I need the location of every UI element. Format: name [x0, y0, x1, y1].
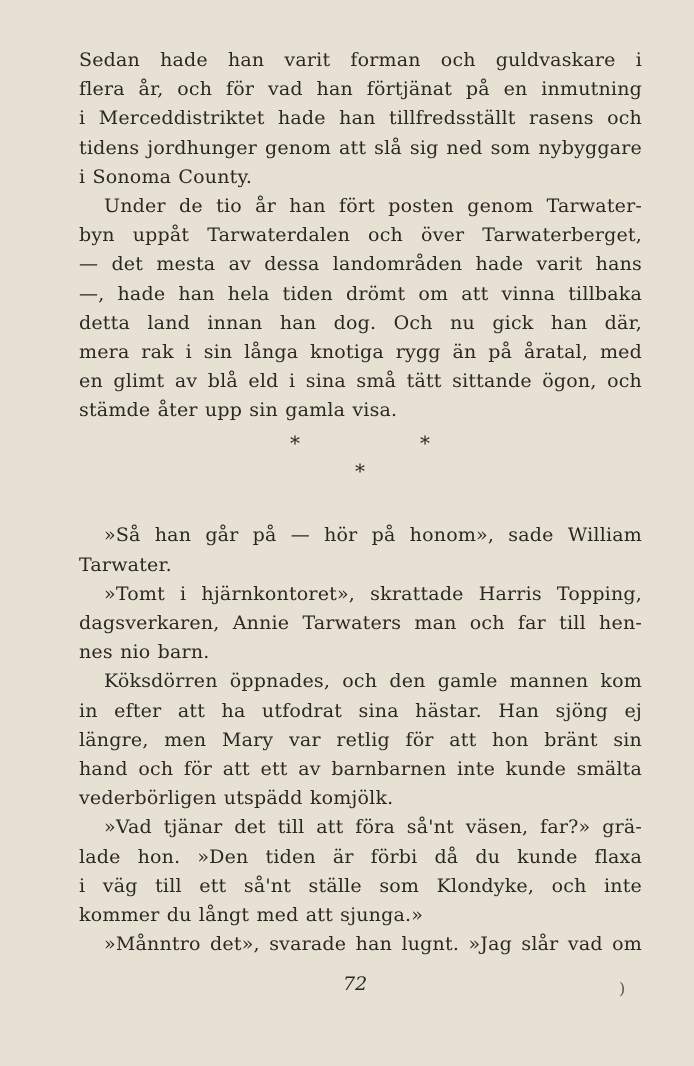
text-line: tidens jordhunger genom att slå sig ned som nybyggare: [79, 136, 642, 159]
text-line: stämde åter upp sin gamla visa.: [79, 399, 398, 422]
text-line: i Sonoma County.: [79, 165, 253, 188]
text-line: nes nio barn.: [79, 641, 210, 664]
text-line: »Så han går på — hör på honom», sade William: [104, 524, 642, 547]
text-line: byn uppåt Tarwaterdalen och över Tarwaterberget,: [79, 224, 642, 247]
text-line: —, hade han hela tiden drömt om att vinna tillbaka: [79, 282, 642, 305]
text-line: — det mesta av dessa landområden hade varit hans: [79, 253, 642, 276]
text-line: in efter att ha utfodrat sina hästar. Han sjöng ej: [79, 699, 642, 722]
page-number: 72: [343, 973, 368, 995]
asterisk: *: [420, 431, 430, 456]
text-line: kommer du långt med att sjunga.»: [79, 903, 424, 926]
text-line: Köksdörren öppnades, och den gamle mannen kom: [104, 670, 642, 693]
asterisk: *: [290, 431, 300, 456]
text-line: flera år, och för vad han förtjänat på en inmutning: [79, 78, 642, 101]
text-line: i väg till ett så'nt ställe som Klondyke, och inte: [79, 874, 642, 897]
section-break-asterisks: [79, 425, 642, 521]
asterisk: *: [355, 459, 365, 484]
margin-mark: ): [619, 979, 626, 998]
text-line: Tarwater.: [79, 553, 172, 576]
text-line: lade hon. »Den tiden är förbi då du kunde flaxa: [79, 845, 642, 868]
text-line: »Vad tjänar det till att föra så'nt väsen, far?» grä-: [104, 816, 642, 839]
text-line: dagsverkaren, Annie Tarwaters man och far till hen-: [79, 612, 642, 634]
text-line: »Månntro det», svarade han lugnt. »Jag slår vad om: [104, 933, 642, 956]
text-line: en glimt av blå eld i sina små tätt sittande ögon, och: [79, 370, 642, 393]
text-line: längre, men Mary var retlig för att hon bränt sin: [79, 728, 642, 751]
text-line: hand och för att ett av barnbarnen inte kunde smälta: [79, 757, 642, 780]
text-line: detta land innan han dog. Och nu gick han där,: [79, 311, 642, 334]
text-line: Sedan hade han varit forman och guldvaskare i: [79, 49, 642, 71]
text-line: »Tomt i hjärnkontoret», skrattade Harris Topping,: [104, 582, 642, 605]
text-line: Under de tio år han fört posten genom Tarwater-: [104, 194, 642, 217]
book-page-text: [79, 46, 642, 959]
text-line: i Merceddistriktet hade han tillfredsställt rasens och: [79, 107, 642, 130]
text-line: mera rak i sin långa knotiga rygg än på åratal, med: [79, 340, 642, 363]
text-line: vederbörligen utspädd komjölk.: [79, 787, 394, 810]
